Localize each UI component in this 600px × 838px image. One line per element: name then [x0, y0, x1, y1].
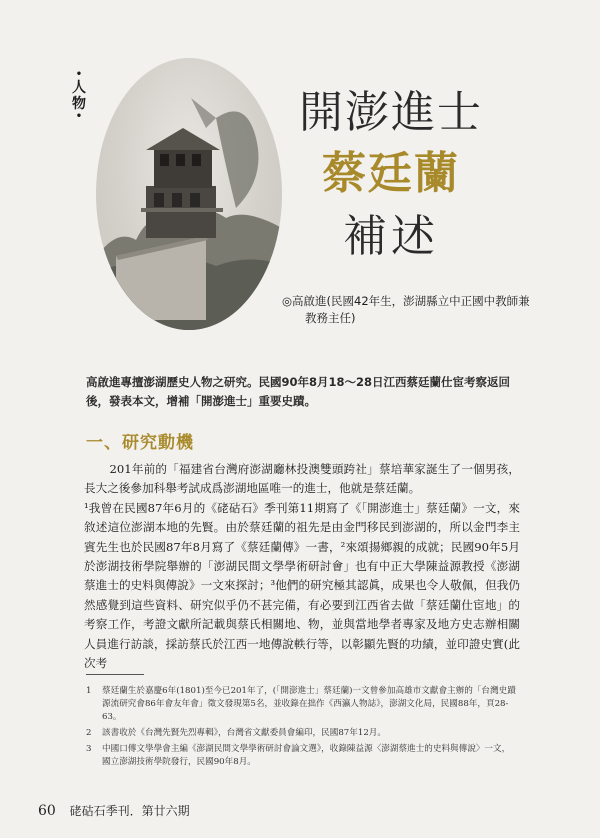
author-line-1: ◎高啟進(民國42年生，澎湖縣立中正國中教師兼 [282, 294, 530, 308]
category-dot-bottom: • [75, 111, 83, 122]
body-paragraph-2: ¹我曾在民國87年6月的《硓𥑮石》季刊第11期寫了《「開澎進士」蔡廷蘭》一文，來敘述這位澎湖本地的先賢。由於蔡廷蘭的祖先是由金門移民到澎湖的，所以金門李主賓先生也於民國87年8月寫了《蔡廷蘭傳》一書，²來頌揚鄉親的成就；民國90年5月於澎湖技術學院舉辦的「澎湖民間文學學術研討會」也有中正大學陳益源教授《澎湖蔡進士的史料與傳說》一文來探討；³他們的研究極其認眞，成果也令人敬佩，但我仍然感覺到這些資料、研究似乎仍不甚完備，有必要到江西省去做「蔡廷蘭仕宦地」的考察工作，考證文獻所記載與蔡氏相關地、物，並與當地學者專家及地方史志辦相關人員進行訪談，採訪蔡氏於江西一地傳說軼行等，以彰顯先賢的功績，並印證史實(此次考 [84, 500, 520, 671]
footnote [86, 743, 516, 769]
section-heading: 一、研究動機 [86, 433, 194, 453]
body-paragraph-1: 201年前的「福建省台灣府澎湖廳林投澳雙頭跨社」蔡培華家誕生了一個男孩，長大之後參加科舉考試成爲澎湖地區唯一的進士，他就是蔡廷蘭。 [84, 462, 520, 496]
title-block [280, 85, 502, 267]
footnote-number: 3 [86, 744, 92, 754]
page-number: 60 [38, 803, 56, 819]
title-line-2: 蔡廷蘭 [322, 148, 460, 199]
body-text [84, 460, 520, 673]
footnotes [86, 685, 516, 772]
journal-name: 硓𥑮石季刊．第廿六期 [69, 804, 190, 818]
author-byline [282, 293, 532, 327]
page-footer [38, 802, 190, 819]
footnote [86, 727, 516, 740]
footnote-number: 1 [86, 686, 92, 696]
author-line-2: 教務主任) [305, 311, 356, 325]
footnote-text: 該書收於《台灣先賢先烈專輯》，台灣省文獻委員會編印，民國87年12月。 [102, 728, 386, 738]
footnote-text: 蔡廷蘭生於嘉慶6年(1801)至今已201年了，(「開澎進士」蔡廷蘭)一文曾參加高雄市文獻會主辦的「台灣史蹟源流研究會86年會友年會」徵文發現第5名，並收錄在拙作《西瀛人物誌》，澎湖文化局，民國88年，頁28-63。 [102, 686, 516, 722]
footnote [86, 685, 516, 724]
footnote-text: 中國口傳文學學會主編《澎湖民間文學學術研討會論文選》，收錄陳益源〈澎湖蔡進士的史料與傳說〉一文，國立澎湖技術學院發行，民國90年8月。 [102, 744, 511, 767]
house-photo [96, 58, 282, 330]
footnote-number: 2 [86, 728, 92, 738]
category-char-1: 人 [72, 80, 86, 96]
title-line-1: 開澎進士 [299, 87, 483, 138]
category-dot-top: • [75, 69, 83, 80]
category-char-2: 物 [72, 96, 86, 112]
article-summary: 高啟進專擅澎湖歷史人物之研究。民國90年8月18～28日江西蔡廷蘭仕宦考察返回後，發表本文，增補「開澎進士」重要史蹟。 [86, 375, 511, 408]
footnote-divider [86, 674, 144, 675]
category-label [70, 70, 88, 122]
title-line-3: 補述 [343, 211, 439, 262]
